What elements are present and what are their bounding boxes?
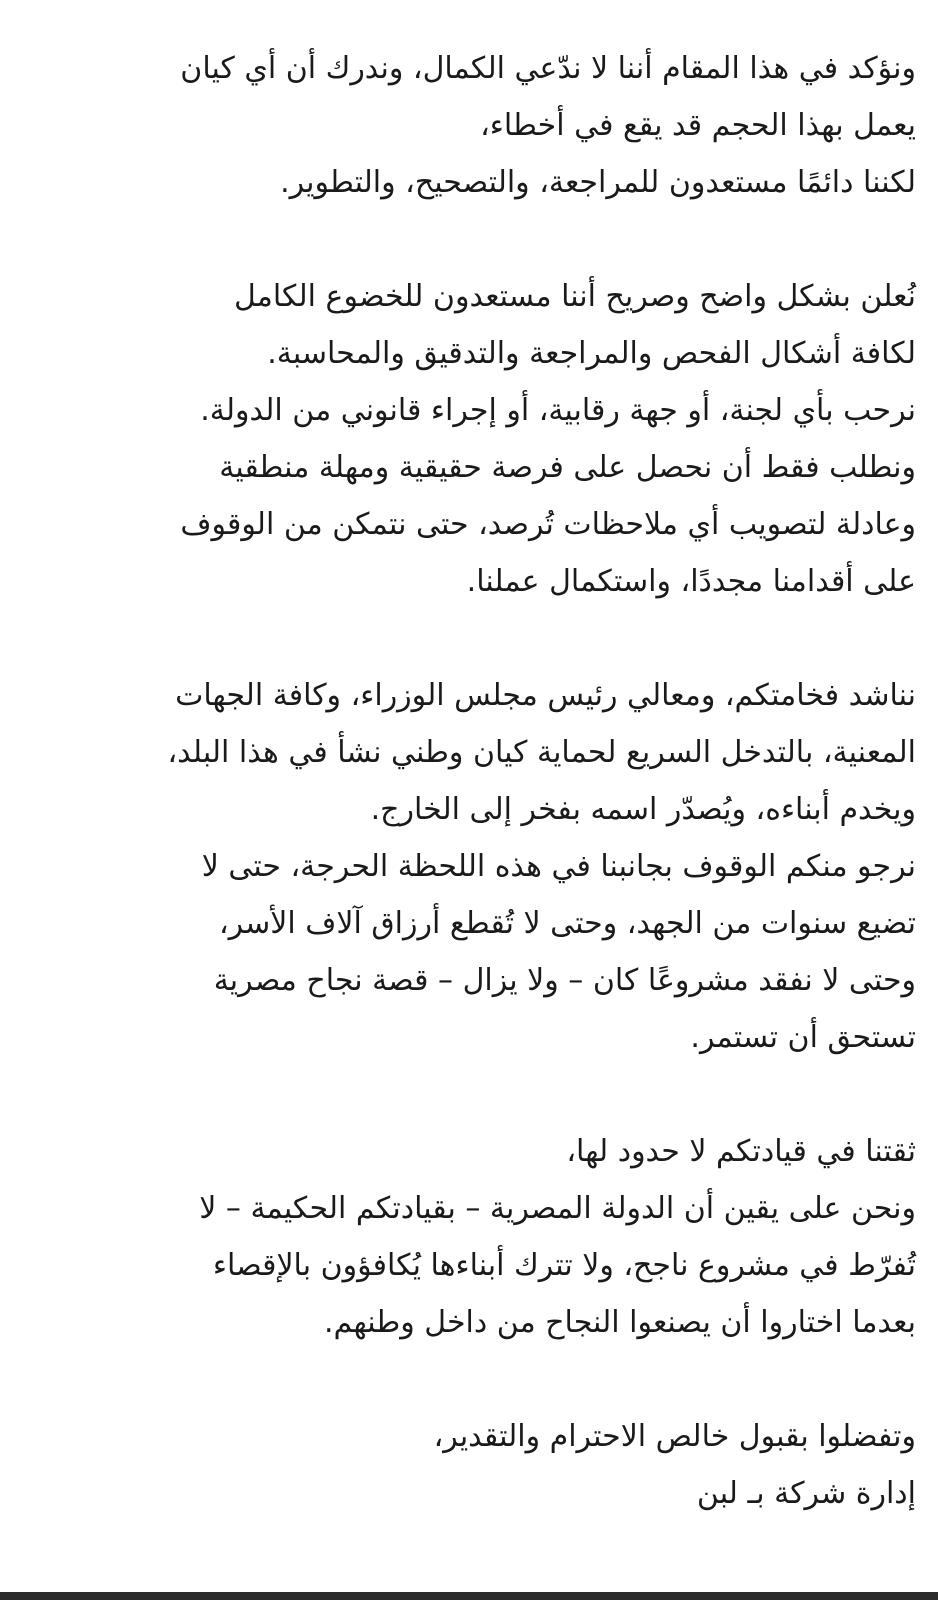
text-line: ثقتنا في قيادتكم لا حدود لها، — [566, 1134, 916, 1169]
text-line: نناشد فخامتكم، ومعالي رئيس مجلس الوزراء، وكافة الجهات — [175, 678, 916, 713]
text-line: ونحن على يقين أن الدولة المصرية – بقيادتكم الحكيمة – لا — [199, 1191, 916, 1226]
text-line: تُفرّط في مشروع ناجح، ولا تترك أبناءها يُكافؤون بالإقصاء — [212, 1248, 916, 1283]
text-line: لكافة أشكال الفحص والمراجعة والتدقيق والمحاسبة. — [267, 336, 916, 371]
paragraph-acknowledgement — [20, 40, 916, 211]
text-line: نُعلن بشكل واضح وصريح أننا مستعدون للخضوع الكامل — [234, 279, 916, 314]
text-line: المعنية، بالتدخل السريع لحماية كيان وطني نشأ في هذا البلد، — [167, 735, 916, 770]
paragraph-trust — [20, 1123, 916, 1351]
text-line: بعدما اختاروا أن يصنعوا النجاح من داخل وطنهم. — [323, 1305, 916, 1340]
text-line: نرجو منكم الوقوف بجانبنا في هذه اللحظة الحرجة، حتى لا — [201, 849, 916, 884]
text-line: وعادلة لتصويب أي ملاحظات تُرصد، حتى نتمكن من الوقوف — [180, 507, 916, 542]
closing-line: وتفضلوا بقبول خالص الاحترام والتقدير، — [433, 1419, 916, 1454]
text-line: وحتى لا نفقد مشروعًا كان – ولا يزال – قصة نجاح مصرية — [213, 963, 916, 998]
bottom-edge-bar — [0, 1592, 938, 1600]
signature-line: إدارة شركة بـ لبن — [696, 1476, 916, 1511]
letter-body — [20, 40, 916, 1522]
text-line: لكننا دائمًا مستعدون للمراجعة، والتصحيح، والتطوير. — [280, 165, 916, 200]
closing-signature — [20, 1408, 916, 1522]
text-line: يعمل بهذا الحجم قد يقع في أخطاء، — [480, 108, 916, 143]
text-line: على أقدامنا مجددًا، واستكمال عملنا. — [466, 564, 916, 599]
paragraph-audit-readiness — [20, 268, 916, 610]
text-line: ويخدم أبناءه، ويُصدّر اسمه بفخر إلى الخارج. — [370, 792, 916, 827]
paragraph-appeal — [20, 667, 916, 1066]
text-line: تستحق أن تستمر. — [690, 1020, 916, 1055]
text-line: نرحب بأي لجنة، أو جهة رقابية، أو إجراء قانوني من الدولة. — [200, 393, 916, 428]
text-line: ونؤكد في هذا المقام أننا لا ندّعي الكمال، وندرك أن أي كيان — [180, 51, 916, 86]
text-line: تضيع سنوات من الجهد، وحتى لا تُقطع أرزاق آلاف الأسر، — [218, 906, 916, 941]
text-line: ونطلب فقط أن نحصل على فرصة حقيقية ومهلة منطقية — [219, 450, 916, 485]
